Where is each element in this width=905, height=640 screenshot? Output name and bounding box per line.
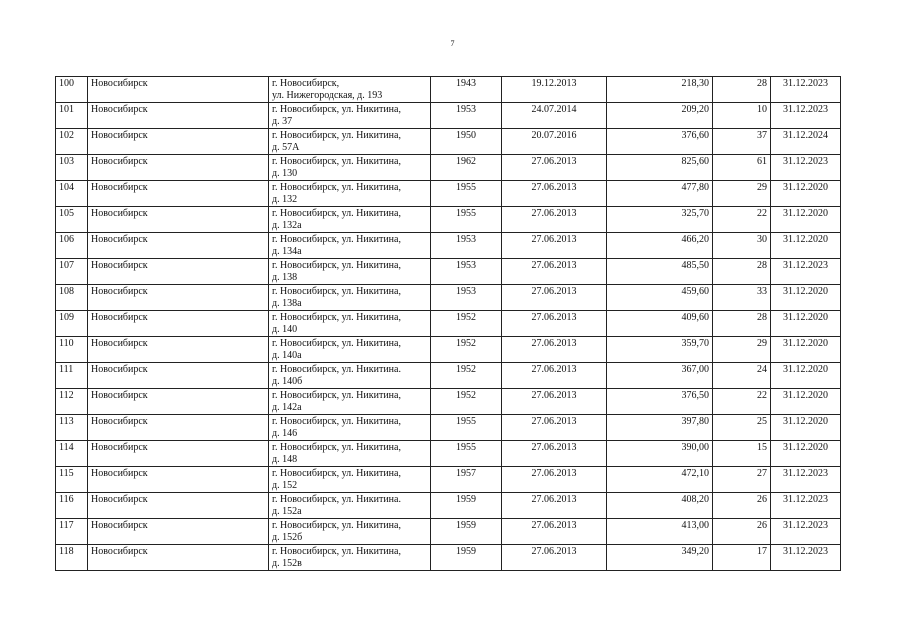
cell-count: 25 bbox=[713, 415, 771, 441]
cell-count: 61 bbox=[713, 155, 771, 181]
cell-deadline: 31.12.2020 bbox=[771, 441, 841, 467]
cell-deadline: 31.12.2023 bbox=[771, 77, 841, 103]
cell-area: 409,60 bbox=[607, 311, 713, 337]
cell-address bbox=[269, 415, 431, 441]
cell-number: 118 bbox=[56, 545, 88, 571]
table-row bbox=[56, 103, 841, 129]
table-row bbox=[56, 259, 841, 285]
cell-number: 117 bbox=[56, 519, 88, 545]
cell-number: 103 bbox=[56, 155, 88, 181]
cell-area: 472,10 bbox=[607, 467, 713, 493]
cell-city: Новосибирск bbox=[88, 233, 269, 259]
cell-address bbox=[269, 519, 431, 545]
cell-area: 459,60 bbox=[607, 285, 713, 311]
cell-deadline: 31.12.2023 bbox=[771, 519, 841, 545]
table-row bbox=[56, 493, 841, 519]
cell-address bbox=[269, 467, 431, 493]
cell-address bbox=[269, 207, 431, 233]
address-line-2: д. 37 bbox=[272, 116, 293, 127]
cell-number: 102 bbox=[56, 129, 88, 155]
cell-year: 1955 bbox=[431, 181, 502, 207]
cell-city: Новосибирск bbox=[88, 311, 269, 337]
cell-city: Новосибирск bbox=[88, 337, 269, 363]
cell-number: 114 bbox=[56, 441, 88, 467]
address-line-1: г. Новосибирск, ул. Никитина, bbox=[272, 260, 401, 271]
address-line-1: г. Новосибирск, ул. Никитина, bbox=[272, 312, 401, 323]
cell-number: 108 bbox=[56, 285, 88, 311]
cell-address bbox=[269, 129, 431, 155]
cell-city: Новосибирск bbox=[88, 77, 269, 103]
cell-address bbox=[269, 311, 431, 337]
page-number: 7 bbox=[450, 39, 455, 48]
cell-deadline: 31.12.2020 bbox=[771, 285, 841, 311]
cell-count: 26 bbox=[713, 519, 771, 545]
cell-address bbox=[269, 545, 431, 571]
cell-year: 1959 bbox=[431, 519, 502, 545]
cell-area: 397,80 bbox=[607, 415, 713, 441]
cell-city: Новосибирск bbox=[88, 155, 269, 181]
cell-date: 27.06.2013 bbox=[502, 155, 607, 181]
table-row bbox=[56, 519, 841, 545]
cell-address bbox=[269, 389, 431, 415]
address-line-2: д. 138а bbox=[272, 298, 302, 309]
address-line-1: г. Новосибирск, ул. Никитина, bbox=[272, 338, 401, 349]
cell-count: 28 bbox=[713, 259, 771, 285]
cell-year: 1955 bbox=[431, 207, 502, 233]
address-line-2: д. 138 bbox=[272, 272, 298, 283]
cell-deadline: 31.12.2020 bbox=[771, 337, 841, 363]
cell-area: 477,80 bbox=[607, 181, 713, 207]
cell-count: 26 bbox=[713, 493, 771, 519]
cell-number: 100 bbox=[56, 77, 88, 103]
address-line-2: д. 134а bbox=[272, 246, 302, 257]
address-line-2: д. 140а bbox=[272, 350, 302, 361]
cell-count: 28 bbox=[713, 311, 771, 337]
cell-area: 408,20 bbox=[607, 493, 713, 519]
table-row bbox=[56, 77, 841, 103]
cell-date: 27.06.2013 bbox=[502, 493, 607, 519]
cell-deadline: 31.12.2020 bbox=[771, 363, 841, 389]
cell-city: Новосибирск bbox=[88, 415, 269, 441]
address-line-1: г. Новосибирск, ул. Никитина, bbox=[272, 390, 401, 401]
cell-city: Новосибирск bbox=[88, 467, 269, 493]
cell-deadline: 31.12.2024 bbox=[771, 129, 841, 155]
cell-year: 1953 bbox=[431, 285, 502, 311]
cell-year: 1953 bbox=[431, 259, 502, 285]
cell-number: 115 bbox=[56, 467, 88, 493]
cell-year: 1962 bbox=[431, 155, 502, 181]
cell-deadline: 31.12.2020 bbox=[771, 207, 841, 233]
cell-count: 28 bbox=[713, 77, 771, 103]
cell-address bbox=[269, 441, 431, 467]
cell-count: 29 bbox=[713, 337, 771, 363]
cell-address bbox=[269, 285, 431, 311]
cell-year: 1950 bbox=[431, 129, 502, 155]
cell-address bbox=[269, 181, 431, 207]
cell-count: 17 bbox=[713, 545, 771, 571]
address-line-2: д. 142а bbox=[272, 402, 302, 413]
table-row bbox=[56, 207, 841, 233]
cell-deadline: 31.12.2023 bbox=[771, 155, 841, 181]
address-line-2: д. 152в bbox=[272, 558, 302, 569]
address-line-1: г. Новосибирск, ул. Никитина, bbox=[272, 416, 401, 427]
table-row bbox=[56, 233, 841, 259]
cell-deadline: 31.12.2020 bbox=[771, 415, 841, 441]
address-line-1: г. Новосибирск, ул. Никитина, bbox=[272, 520, 401, 531]
table-row bbox=[56, 311, 841, 337]
address-line-2: д. 130 bbox=[272, 168, 298, 179]
cell-city: Новосибирск bbox=[88, 389, 269, 415]
cell-count: 29 bbox=[713, 181, 771, 207]
cell-date: 27.06.2013 bbox=[502, 285, 607, 311]
table-row bbox=[56, 415, 841, 441]
cell-deadline: 31.12.2020 bbox=[771, 389, 841, 415]
cell-deadline: 31.12.2023 bbox=[771, 259, 841, 285]
cell-area: 376,50 bbox=[607, 389, 713, 415]
cell-number: 105 bbox=[56, 207, 88, 233]
address-line-2: д. 57А bbox=[272, 142, 300, 153]
cell-city: Новосибирск bbox=[88, 259, 269, 285]
cell-deadline: 31.12.2023 bbox=[771, 467, 841, 493]
cell-number: 116 bbox=[56, 493, 88, 519]
table-row bbox=[56, 285, 841, 311]
table-row bbox=[56, 441, 841, 467]
cell-count: 24 bbox=[713, 363, 771, 389]
cell-deadline: 31.12.2020 bbox=[771, 311, 841, 337]
housing-registry-table bbox=[55, 76, 841, 571]
address-line-1: г. Новосибирск, ул. Никитина, bbox=[272, 286, 401, 297]
cell-date: 27.06.2013 bbox=[502, 441, 607, 467]
address-line-2: д. 152б bbox=[272, 532, 303, 543]
address-line-1: г. Новосибирск, ул. Никитина, bbox=[272, 468, 401, 479]
cell-number: 110 bbox=[56, 337, 88, 363]
cell-deadline: 31.12.2023 bbox=[771, 103, 841, 129]
cell-year: 1955 bbox=[431, 441, 502, 467]
cell-city: Новосибирск bbox=[88, 207, 269, 233]
cell-year: 1953 bbox=[431, 233, 502, 259]
address-line-2: д. 152а bbox=[272, 506, 302, 517]
cell-area: 413,00 bbox=[607, 519, 713, 545]
table-row bbox=[56, 129, 841, 155]
cell-city: Новосибирск bbox=[88, 129, 269, 155]
cell-deadline: 31.12.2020 bbox=[771, 181, 841, 207]
cell-year: 1952 bbox=[431, 337, 502, 363]
address-line-1: г. Новосибирск, ул. Никитина, bbox=[272, 182, 401, 193]
address-line-1: г. Новосибирск, ул. Никитина, bbox=[272, 442, 401, 453]
cell-year: 1959 bbox=[431, 493, 502, 519]
cell-date: 27.06.2013 bbox=[502, 363, 607, 389]
cell-count: 10 bbox=[713, 103, 771, 129]
address-line-1: г. Новосибирск, ул. Никитина. bbox=[272, 494, 401, 505]
table-body bbox=[56, 77, 841, 571]
cell-area: 359,70 bbox=[607, 337, 713, 363]
cell-address bbox=[269, 233, 431, 259]
cell-city: Новосибирск bbox=[88, 545, 269, 571]
cell-date: 27.06.2013 bbox=[502, 545, 607, 571]
address-line-1: г. Новосибирск, ул. Никитина, bbox=[272, 156, 401, 167]
table-row bbox=[56, 545, 841, 571]
cell-number: 109 bbox=[56, 311, 88, 337]
cell-year: 1959 bbox=[431, 545, 502, 571]
cell-date: 19.12.2013 bbox=[502, 77, 607, 103]
cell-number: 112 bbox=[56, 389, 88, 415]
cell-number: 107 bbox=[56, 259, 88, 285]
cell-year: 1953 bbox=[431, 103, 502, 129]
cell-address bbox=[269, 155, 431, 181]
cell-date: 27.06.2013 bbox=[502, 207, 607, 233]
cell-number: 113 bbox=[56, 415, 88, 441]
address-line-2: д. 148 bbox=[272, 454, 298, 465]
cell-area: 466,20 bbox=[607, 233, 713, 259]
cell-number: 101 bbox=[56, 103, 88, 129]
cell-area: 325,70 bbox=[607, 207, 713, 233]
cell-deadline: 31.12.2023 bbox=[771, 545, 841, 571]
address-line-1: г. Новосибирск, ул. Никитина, bbox=[272, 208, 401, 219]
cell-address bbox=[269, 103, 431, 129]
cell-number: 104 bbox=[56, 181, 88, 207]
cell-number: 111 bbox=[56, 363, 88, 389]
cell-city: Новосибирск bbox=[88, 441, 269, 467]
cell-count: 22 bbox=[713, 207, 771, 233]
cell-count: 15 bbox=[713, 441, 771, 467]
cell-date: 27.06.2013 bbox=[502, 337, 607, 363]
cell-area: 376,60 bbox=[607, 129, 713, 155]
cell-city: Новосибирск bbox=[88, 519, 269, 545]
address-line-1: г. Новосибирск, bbox=[272, 78, 340, 89]
table-row bbox=[56, 389, 841, 415]
cell-number: 106 bbox=[56, 233, 88, 259]
cell-city: Новосибирск bbox=[88, 285, 269, 311]
cell-count: 22 bbox=[713, 389, 771, 415]
cell-address bbox=[269, 493, 431, 519]
address-line-1: г. Новосибирск, ул. Никитина, bbox=[272, 104, 401, 115]
table-row bbox=[56, 363, 841, 389]
table-row bbox=[56, 337, 841, 363]
table-row bbox=[56, 467, 841, 493]
cell-city: Новосибирск bbox=[88, 103, 269, 129]
table-row bbox=[56, 181, 841, 207]
cell-date: 24.07.2014 bbox=[502, 103, 607, 129]
cell-address bbox=[269, 337, 431, 363]
address-line-2: д. 140 bbox=[272, 324, 298, 335]
cell-area: 367,00 bbox=[607, 363, 713, 389]
cell-area: 485,50 bbox=[607, 259, 713, 285]
cell-count: 27 bbox=[713, 467, 771, 493]
cell-address bbox=[269, 77, 431, 103]
cell-city: Новосибирск bbox=[88, 363, 269, 389]
address-line-2: ул. Нижегородская, д. 193 bbox=[272, 90, 383, 101]
cell-date: 27.06.2013 bbox=[502, 259, 607, 285]
address-line-2: д. 140б bbox=[272, 376, 303, 387]
address-line-1: г. Новосибирск, ул. Никитина. bbox=[272, 364, 401, 375]
cell-date: 27.06.2013 bbox=[502, 467, 607, 493]
cell-area: 218,30 bbox=[607, 77, 713, 103]
cell-deadline: 31.12.2023 bbox=[771, 493, 841, 519]
cell-year: 1943 bbox=[431, 77, 502, 103]
cell-area: 390,00 bbox=[607, 441, 713, 467]
address-line-1: г. Новосибирск, ул. Никитина, bbox=[272, 546, 401, 557]
cell-year: 1952 bbox=[431, 311, 502, 337]
cell-address bbox=[269, 363, 431, 389]
cell-date: 20.07.2016 bbox=[502, 129, 607, 155]
cell-count: 30 bbox=[713, 233, 771, 259]
address-line-2: д. 152 bbox=[272, 480, 298, 491]
cell-date: 27.06.2013 bbox=[502, 233, 607, 259]
address-line-2: д. 132 bbox=[272, 194, 298, 205]
cell-count: 37 bbox=[713, 129, 771, 155]
address-line-2: д. 132а bbox=[272, 220, 302, 231]
cell-year: 1952 bbox=[431, 363, 502, 389]
cell-date: 27.06.2013 bbox=[502, 519, 607, 545]
cell-city: Новосибирск bbox=[88, 493, 269, 519]
cell-area: 349,20 bbox=[607, 545, 713, 571]
cell-date: 27.06.2013 bbox=[502, 181, 607, 207]
cell-city: Новосибирск bbox=[88, 181, 269, 207]
cell-year: 1957 bbox=[431, 467, 502, 493]
cell-year: 1955 bbox=[431, 415, 502, 441]
cell-deadline: 31.12.2020 bbox=[771, 233, 841, 259]
cell-date: 27.06.2013 bbox=[502, 415, 607, 441]
address-line-1: г. Новосибирск, ул. Никитина, bbox=[272, 234, 401, 245]
cell-address bbox=[269, 259, 431, 285]
cell-date: 27.06.2013 bbox=[502, 389, 607, 415]
table-row bbox=[56, 155, 841, 181]
cell-area: 825,60 bbox=[607, 155, 713, 181]
address-line-1: г. Новосибирск, ул. Никитина, bbox=[272, 130, 401, 141]
address-line-2: д. 146 bbox=[272, 428, 298, 439]
cell-area: 209,20 bbox=[607, 103, 713, 129]
cell-date: 27.06.2013 bbox=[502, 311, 607, 337]
cell-year: 1952 bbox=[431, 389, 502, 415]
cell-count: 33 bbox=[713, 285, 771, 311]
